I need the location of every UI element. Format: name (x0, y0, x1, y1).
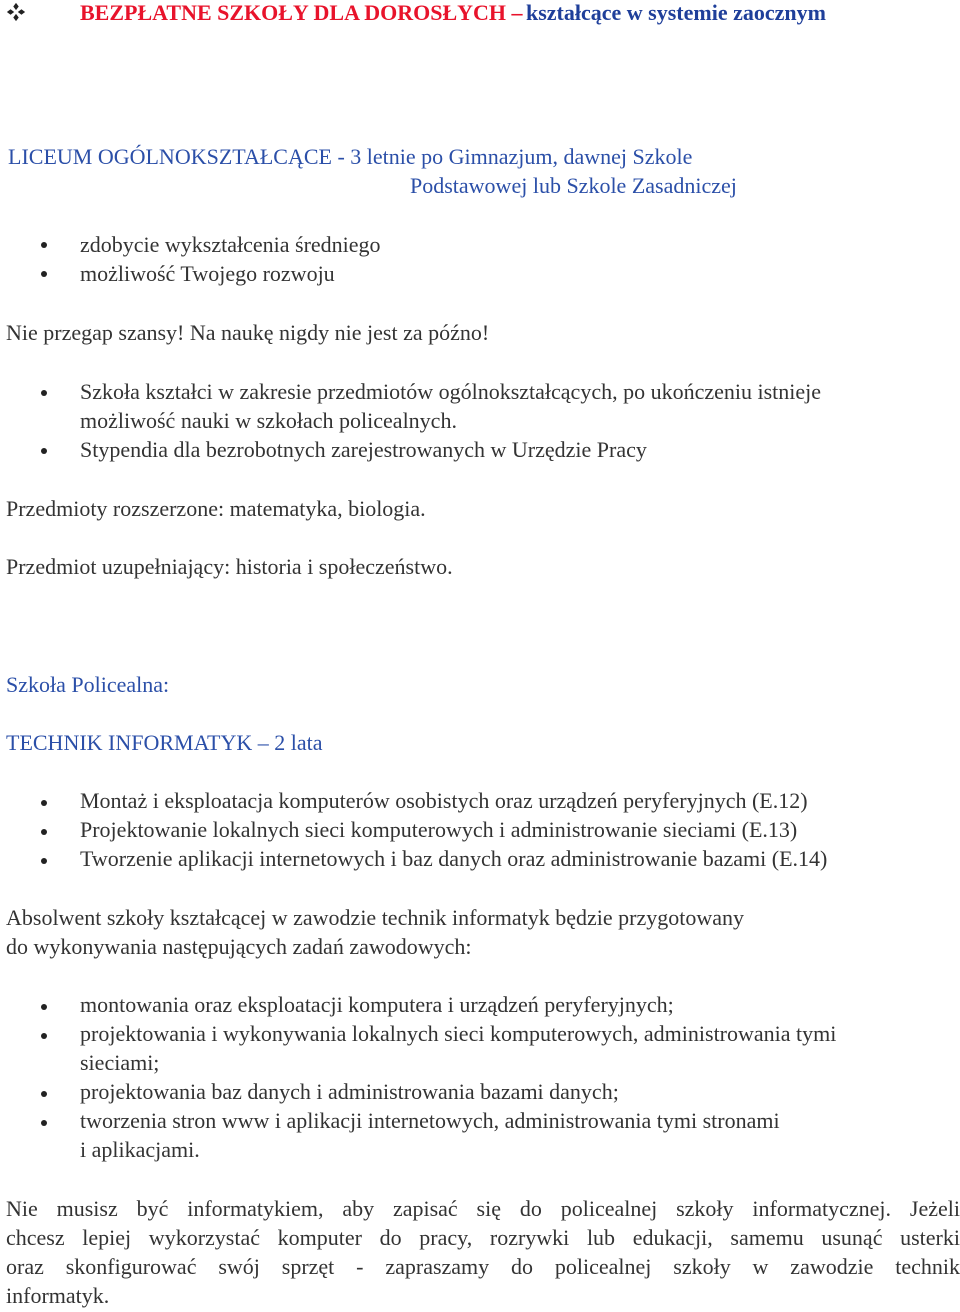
info-item-line1: Szkoła kształci w zakresie przedmiotów ogólnokształcących, po ukończeniu istnieje (80, 379, 822, 404)
bullet-dot (41, 271, 47, 277)
bullet-dot (41, 242, 47, 248)
liceum-bullet-item: możliwość Twojego rozwoju (80, 261, 335, 286)
info-item: Stypendia dla bezrobotnych zarejestrowanych w Urzędzie Pracy (80, 437, 647, 462)
graduate-line2: do wykonywania następujących zadań zawodowych: (6, 934, 472, 959)
document-header (0, 0, 960, 27)
graduate-line1: Absolwent szkoły kształcącej w zawodzie technik informatyk będzie przygotowany (6, 905, 744, 930)
task-item-line1: projektowania i wykonywania lokalnych sieci komputerowych, administrowania tymi (80, 1021, 837, 1046)
bullet-dot (41, 829, 47, 835)
closing-line: chcesz lepiej wykorzystać komputer do pracy, rozrywki lub edukacji, samemu usunąć usterki (6, 1225, 960, 1250)
closing-line: Nie musisz być informatykiem, aby zapisać się do policealnej szkoły informatycznej. Jeżeli (6, 1196, 960, 1221)
task-item-line2: i aplikacjami. (80, 1137, 200, 1162)
task-item: montowania oraz eksploatacji komputera i urządzeń peryferyjnych; (80, 992, 674, 1017)
course-title: TECHNIK INFORMATYK – 2 lata (6, 730, 323, 755)
bullet-dot (41, 1120, 47, 1126)
header-title-blue: kształcące w systemie zaocznym (526, 0, 826, 25)
extended-subjects: Przedmioty rozszerzone: matematyka, biologia. (6, 496, 426, 521)
bullet-dot (41, 1033, 47, 1039)
closing-line: informatyk. (6, 1283, 110, 1308)
policealna-heading: Szkoła Policealna: (6, 672, 170, 697)
qualification-item: Montaż i eksploatacja komputerów osobistych oraz urządzeń peryferyjnych (E.12) (80, 788, 808, 813)
closing-line: oraz skonfigurować swój sprzęt - zapraszamy do policealnej szkoły w zawodzie technik (6, 1254, 960, 1279)
bullet-dot (41, 1091, 47, 1097)
qualification-item: Projektowanie lokalnych sieci komputerowych i administrowanie sieciami (E.13) (80, 817, 798, 842)
task-item-line1: tworzenia stron www i aplikacji internetowych, administrowania tymi stronami (80, 1108, 780, 1133)
slogan: Nie przegap szansy! Na naukę nigdy nie jest za późno! (6, 320, 490, 345)
bullet-dot (41, 1004, 47, 1010)
supplementary-subject: Przedmiot uzupełniający: historia i społeczeństwo. (6, 554, 453, 579)
task-item: projektowania baz danych i administrowania bazami danych; (80, 1079, 619, 1104)
liceum-bullet-item: zdobycie wykształcenia średniego (80, 232, 381, 257)
bullet-dot (41, 800, 47, 806)
task-item-line2: sieciami; (80, 1050, 160, 1075)
info-item-line2: możliwość nauki w szkołach policealnych. (80, 408, 457, 433)
liceum-heading-line1: LICEUM OGÓLNOKSZTAŁCĄCE - 3 letnie po Gimnazjum, dawnej Szkole (8, 144, 693, 169)
qualification-item: Tworzenie aplikacji internetowych i baz danych oraz administrowanie bazami (E.14) (80, 846, 828, 871)
bullet-dot (41, 390, 47, 396)
bullet-dot (41, 448, 47, 454)
bullet-dot (41, 858, 47, 864)
four-diamond-bullet-icon (6, 2, 26, 22)
liceum-heading-line2: Podstawowej lub Szkole Zasadniczej (410, 173, 737, 198)
header-title-red: BEZPŁATNE SZKOŁY DLA DOROSŁYCH – (80, 0, 523, 25)
